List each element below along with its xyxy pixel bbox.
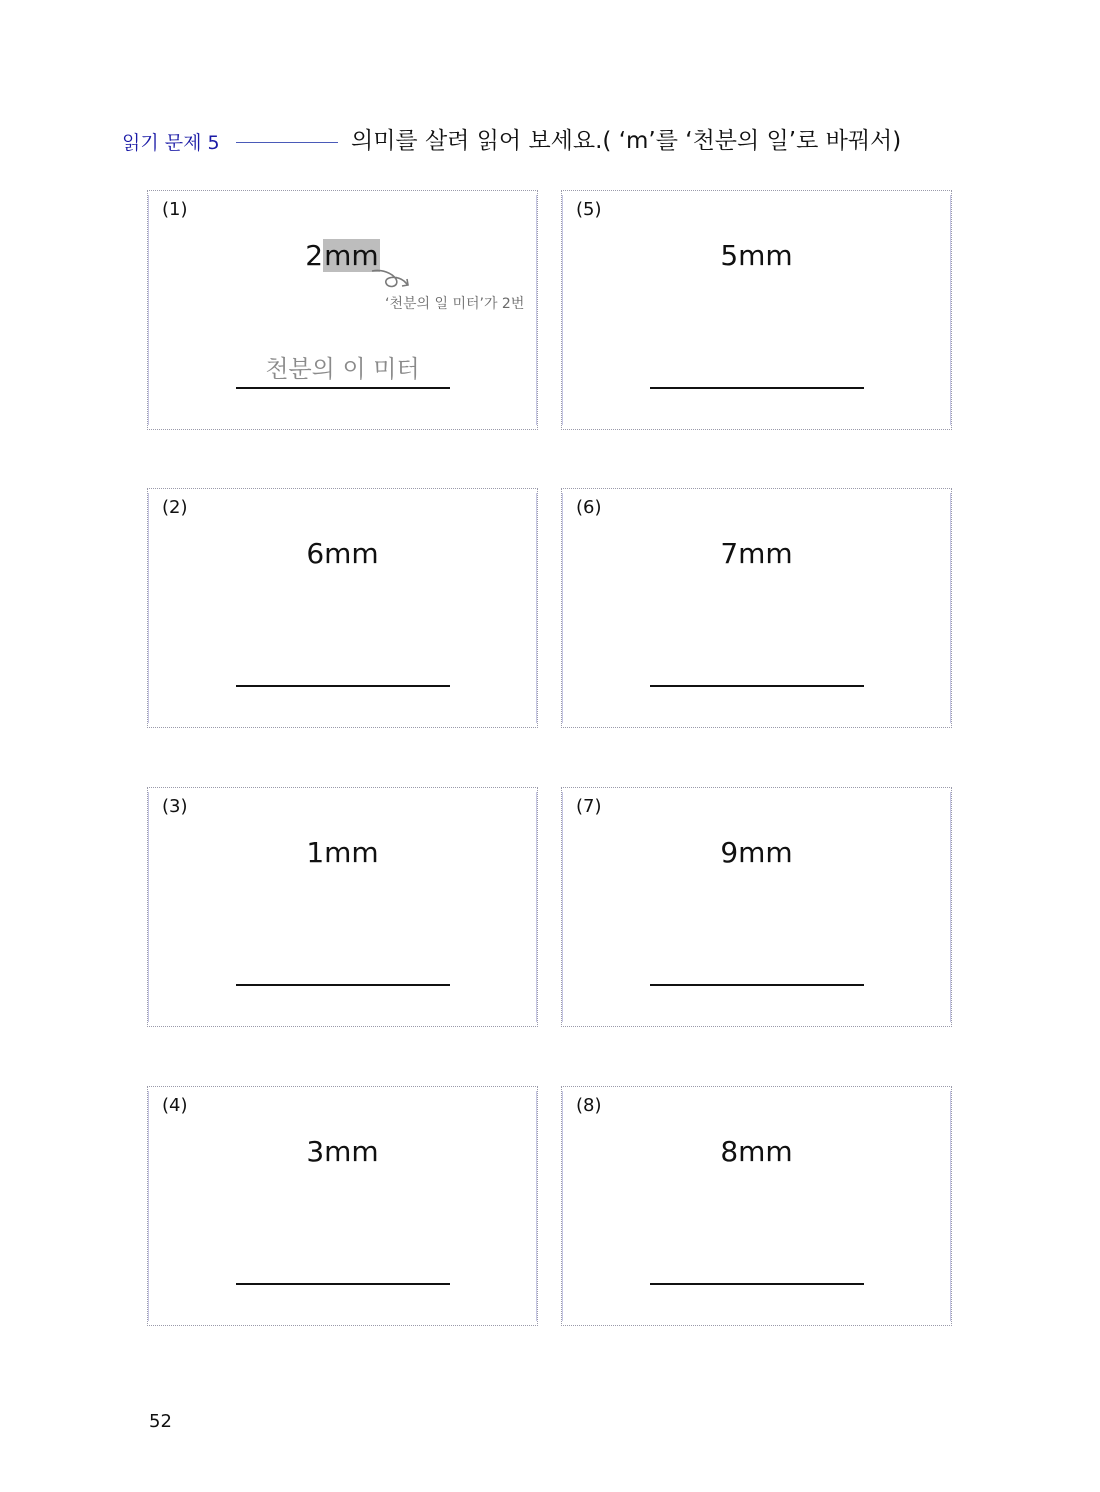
exercise-card-7 (561, 787, 952, 1027)
card-number: (1) (162, 199, 188, 220)
card-number: (2) (162, 497, 188, 518)
answer-line[interactable] (650, 387, 864, 389)
value-unit-highlight: mm (324, 239, 379, 272)
card-number: (6) (576, 497, 602, 518)
card-number: (7) (576, 796, 602, 817)
card-number: (4) (162, 1095, 188, 1116)
exercise-card-3 (147, 787, 538, 1027)
value-wrapper (305, 239, 379, 272)
answer-line[interactable] (650, 685, 864, 687)
card-value: 9mm (720, 836, 793, 869)
card-value: 6mm (306, 537, 379, 570)
card-number: (3) (162, 796, 188, 817)
answer-line[interactable] (236, 387, 450, 389)
card-value: 5mm (720, 239, 793, 272)
card-value: 3mm (306, 1135, 379, 1168)
exercise-card-6 (561, 488, 952, 728)
example-note: ‘천분의 일 미터’가 2번 (385, 296, 525, 312)
exercise-card-8 (561, 1086, 952, 1326)
card-value: 7mm (720, 537, 793, 570)
value-number: 2 (305, 239, 324, 272)
answer-line[interactable] (236, 685, 450, 687)
exercise-card-4 (147, 1086, 538, 1326)
exercise-card-2 (147, 488, 538, 728)
answer-line[interactable] (236, 984, 450, 986)
exercise-label: 읽기 문제 5 (122, 132, 220, 154)
example-answer: 천분의 이 미터 (265, 355, 420, 383)
answer-line[interactable] (650, 1283, 864, 1285)
exercise-card-1 (147, 190, 538, 430)
answer-line[interactable] (650, 984, 864, 986)
exercise-instruction: 의미를 살려 읽어 보세요.( ‘m’를 ‘천분의 일’로 바꿔서) (351, 128, 902, 154)
card-value: 8mm (720, 1135, 793, 1168)
card-value (148, 239, 537, 272)
card-number: (8) (576, 1095, 602, 1116)
card-number: (5) (576, 199, 602, 220)
card-value: 1mm (306, 836, 379, 869)
exercise-header (122, 122, 1022, 158)
answer-line[interactable] (236, 1283, 450, 1285)
exercise-card-5 (561, 190, 952, 430)
page-number: 52 (149, 1411, 172, 1432)
header-divider-line (236, 142, 338, 143)
